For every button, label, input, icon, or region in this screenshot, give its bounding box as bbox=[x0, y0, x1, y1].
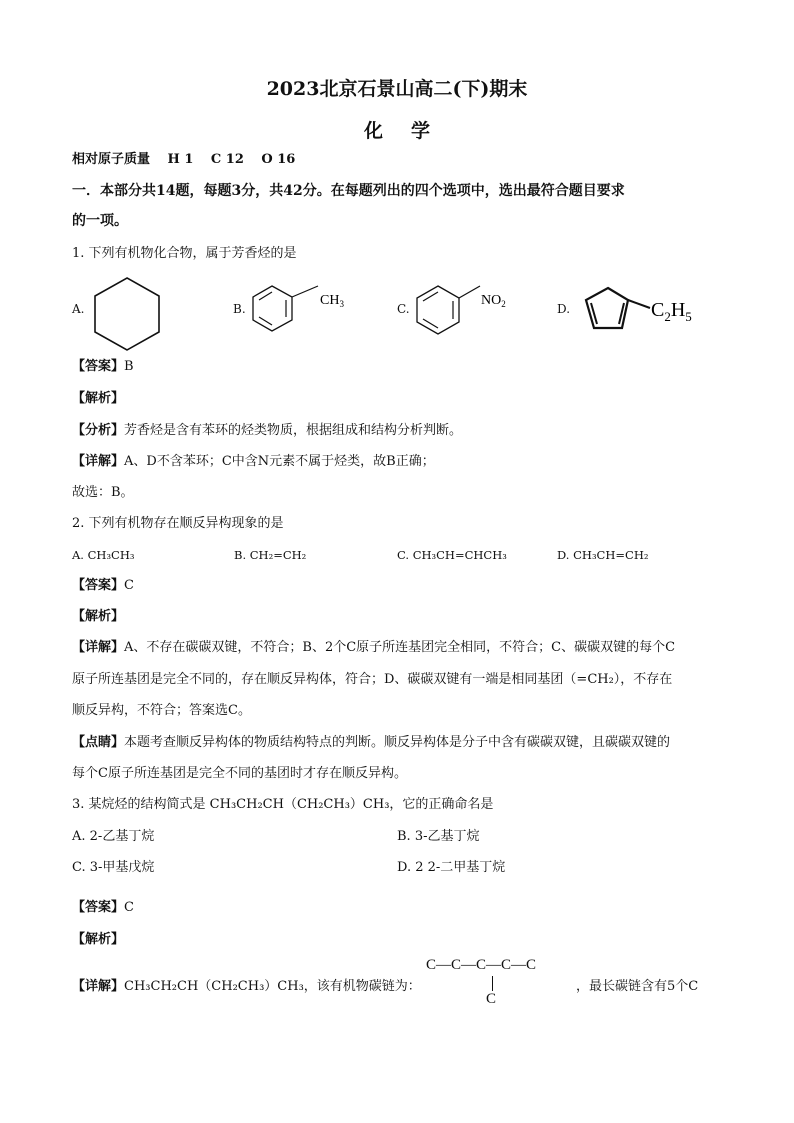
carbon-chain-top: C—C—C—C—C bbox=[426, 957, 537, 973]
q3-answer: 【答案】C bbox=[72, 900, 134, 915]
ethylcyclopentadiene-structure bbox=[576, 282, 711, 342]
toluene-group-text: $CH_3$ bbox=[320, 293, 344, 309]
q3-detail-end: ，最长碳链含有5个C bbox=[576, 979, 699, 994]
subject-title: 化学 bbox=[363, 120, 458, 142]
q2-point-line1: 【点睛】本题考查顺反异构体的物质结构特点的判断。顺反异构体是分子中含有碳碳双键，且碳碳双键的 bbox=[72, 735, 671, 750]
page-title: 2023北京石景山高二(下)期末 bbox=[266, 78, 528, 100]
q1-answer: 【答案】B bbox=[72, 359, 134, 374]
q1-analysis-tag: 【解析】 bbox=[72, 391, 125, 406]
q3-option-a: A. 2-乙基丁烷 bbox=[72, 829, 155, 844]
q2-analysis-tag: 【解析】 bbox=[72, 609, 125, 624]
ethyl-group-text: $C_2H_5$ bbox=[651, 299, 692, 324]
q3-option-d: D. 2 2-二甲基丁烷 bbox=[397, 860, 506, 875]
q3-stem: 3. 某烷烃的结构简式是 CH₃CH₂CH（CH₂CH₃）CH₃，它的正确命名是 bbox=[72, 797, 494, 812]
q1-detail: 【详解】A、D不含苯环；C中含N元素不属于烃类，故B正确； bbox=[72, 454, 435, 469]
carbon-chain-branch: C bbox=[486, 991, 497, 1007]
section-instruction-line2: 的一项。 bbox=[72, 213, 128, 229]
q2-answer: 【答案】C bbox=[72, 578, 134, 593]
q1-conclusion: 故选：B。 bbox=[72, 485, 134, 500]
atomic-masses: 相对原子质量 H 1 C 12 O 16 bbox=[72, 152, 296, 167]
q3-analysis-tag: 【解析】 bbox=[72, 932, 125, 947]
q2-option-b: B. CH₂=CH₂ bbox=[234, 548, 307, 562]
q1-stem: 1. 下列有机物化合物，属于芳香烃的是 bbox=[72, 246, 297, 261]
q3-option-b: B. 3-乙基丁烷 bbox=[397, 829, 480, 844]
q1-fenxi: 【分析】芳香烃是含有苯环的烃类物质，根据组成和结构分析判断。 bbox=[72, 423, 463, 438]
toluene-structure bbox=[250, 280, 360, 340]
q2-point-line2: 每个C原子所连基团是完全不同的基团时才存在顺反异构。 bbox=[72, 766, 407, 781]
q2-option-c: C. CH₃CH=CHCH₃ bbox=[397, 548, 507, 562]
q1-option-a-label: A. bbox=[72, 302, 85, 316]
cyclohexane-structure bbox=[90, 270, 170, 354]
nitrobenzene-structure bbox=[414, 280, 524, 340]
carbon-chain-branch-bond bbox=[492, 976, 493, 991]
q3-detail: 【详解】CH₃CH₂CH（CH₂CH₃）CH₃，该有机物碳链为： bbox=[72, 979, 421, 994]
q1-option-c-label: C. bbox=[397, 302, 410, 316]
section-instruction-line1: 一．本部分共14题，每题3分，共42分。在每题列出的四个选项中，选出最符合题目要求 bbox=[72, 183, 625, 199]
q2-option-a: A. CH₃CH₃ bbox=[72, 548, 135, 562]
q2-detail-line1: 【详解】A、不存在碳碳双键，不符合；B、2个C原子所连基团完全相同，不符合；C、碳碳双键的每个C bbox=[72, 640, 676, 655]
q2-stem: 2. 下列有机物存在顺反异构现象的是 bbox=[72, 516, 284, 531]
nitro-group-text: $NO_2$ bbox=[481, 293, 506, 309]
q2-option-d: D. CH₃CH=CH₂ bbox=[557, 548, 649, 562]
q2-detail-line2: 原子所连基团是完全不同的，存在顺反异构体，符合；D、碳碳双键有一端是相同基团（=CH₂），不存在 bbox=[72, 672, 673, 687]
q1-option-d-label: D. bbox=[557, 302, 571, 316]
q1-option-b-label: B. bbox=[233, 302, 246, 316]
q2-detail-line3: 顺反异构，不符合；答案选C。 bbox=[72, 703, 251, 718]
q3-option-c: C. 3-甲基戊烷 bbox=[72, 860, 155, 875]
